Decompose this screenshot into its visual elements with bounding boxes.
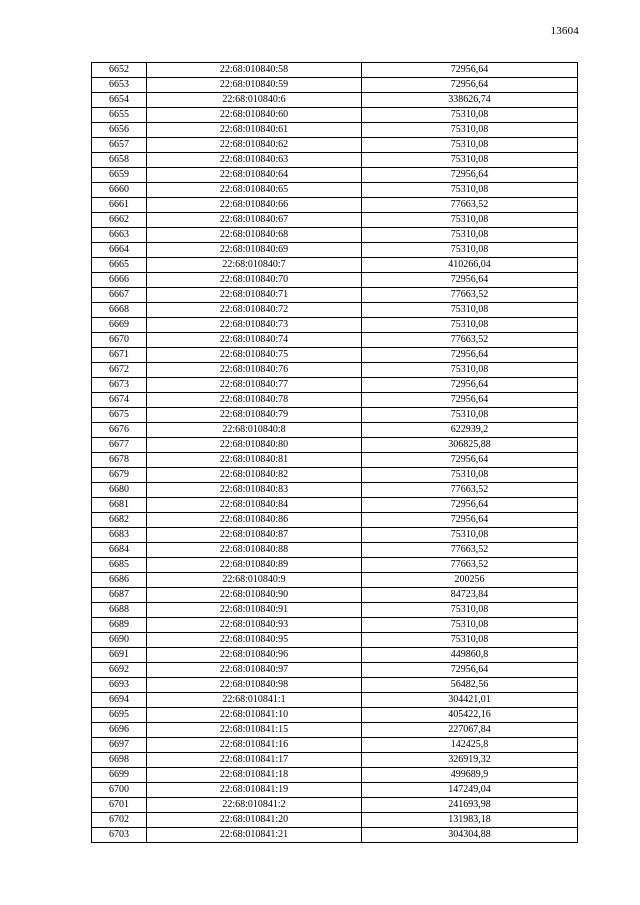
cadastral-value-cell: 75310,08 (362, 618, 578, 633)
cadastral-value-cell: 77663,52 (362, 543, 578, 558)
table-row (92, 483, 578, 498)
cadastral-number-cell: 22:68:010840:81 (147, 453, 362, 468)
cadastral-value-cell: 75310,08 (362, 408, 578, 423)
cadastral-number-cell: 22:68:010840:72 (147, 303, 362, 318)
table-row (92, 108, 578, 123)
table-row (92, 393, 578, 408)
cadastral-value-cell: 75310,08 (362, 363, 578, 378)
cadastral-value-table (91, 62, 578, 843)
row-number-cell: 6691 (92, 648, 147, 663)
table-row (92, 543, 578, 558)
table-row (92, 708, 578, 723)
cadastral-number-cell: 22:68:010841:2 (147, 798, 362, 813)
row-number-cell: 6697 (92, 738, 147, 753)
cadastral-number-cell: 22:68:010840:66 (147, 198, 362, 213)
table-row (92, 528, 578, 543)
cadastral-number-cell: 22:68:010841:19 (147, 783, 362, 798)
cadastral-number-cell: 22:68:010841:18 (147, 768, 362, 783)
table-row (92, 423, 578, 438)
cadastral-value-cell: 75310,08 (362, 468, 578, 483)
row-number-cell: 6695 (92, 708, 147, 723)
table-row (92, 273, 578, 288)
cadastral-value-cell: 56482,56 (362, 678, 578, 693)
table-row (92, 333, 578, 348)
row-number-cell: 6683 (92, 528, 147, 543)
cadastral-value-cell: 75310,08 (362, 183, 578, 198)
cadastral-value-cell: 72956,64 (362, 378, 578, 393)
table-row (92, 753, 578, 768)
cadastral-number-cell: 22:68:010840:6 (147, 93, 362, 108)
cadastral-value-cell: 72956,64 (362, 273, 578, 288)
row-number-cell: 6698 (92, 753, 147, 768)
table-row (92, 573, 578, 588)
cadastral-number-cell: 22:68:010840:63 (147, 153, 362, 168)
row-number-cell: 6680 (92, 483, 147, 498)
row-number-cell: 6675 (92, 408, 147, 423)
cadastral-number-cell: 22:68:010840:78 (147, 393, 362, 408)
row-number-cell: 6702 (92, 813, 147, 828)
row-number-cell: 6679 (92, 468, 147, 483)
cadastral-number-cell: 22:68:010840:82 (147, 468, 362, 483)
cadastral-number-cell: 22:68:010840:89 (147, 558, 362, 573)
cadastral-value-cell: 499689,9 (362, 768, 578, 783)
row-number-cell: 6696 (92, 723, 147, 738)
cadastral-number-cell: 22:68:010840:73 (147, 318, 362, 333)
cadastral-value-cell: 200256 (362, 573, 578, 588)
cadastral-number-cell: 22:68:010840:93 (147, 618, 362, 633)
cadastral-value-cell: 75310,08 (362, 228, 578, 243)
cadastral-number-cell: 22:68:010840:70 (147, 273, 362, 288)
cadastral-value-cell: 304421,01 (362, 693, 578, 708)
cadastral-value-cell: 72956,64 (362, 78, 578, 93)
row-number-cell: 6699 (92, 768, 147, 783)
row-number-cell: 6687 (92, 588, 147, 603)
cadastral-number-cell: 22:68:010840:80 (147, 438, 362, 453)
table-row (92, 678, 578, 693)
row-number-cell: 6684 (92, 543, 147, 558)
row-number-cell: 6669 (92, 318, 147, 333)
row-number-cell: 6666 (92, 273, 147, 288)
cadastral-value-cell: 75310,08 (362, 528, 578, 543)
cadastral-number-cell: 22:68:010840:96 (147, 648, 362, 663)
cadastral-value-cell: 77663,52 (362, 333, 578, 348)
cadastral-number-cell: 22:68:010840:75 (147, 348, 362, 363)
cadastral-number-cell: 22:68:010840:68 (147, 228, 362, 243)
cadastral-value-cell: 326919,32 (362, 753, 578, 768)
row-number-cell: 6688 (92, 603, 147, 618)
cadastral-number-cell: 22:68:010840:9 (147, 573, 362, 588)
cadastral-number-cell: 22:68:010840:69 (147, 243, 362, 258)
cadastral-value-cell: 410266,04 (362, 258, 578, 273)
row-number-cell: 6677 (92, 438, 147, 453)
row-number-cell: 6674 (92, 393, 147, 408)
cadastral-number-cell: 22:68:010840:67 (147, 213, 362, 228)
table-row (92, 303, 578, 318)
cadastral-value-cell: 304304,88 (362, 828, 578, 843)
cadastral-value-cell: 75310,08 (362, 153, 578, 168)
cadastral-number-cell: 22:68:010840:86 (147, 513, 362, 528)
row-number-cell: 6690 (92, 633, 147, 648)
table-row (92, 498, 578, 513)
table-row (92, 288, 578, 303)
row-number-cell: 6663 (92, 228, 147, 243)
cadastral-value-cell: 75310,08 (362, 138, 578, 153)
cadastral-number-cell: 22:68:010840:95 (147, 633, 362, 648)
cadastral-value-cell: 77663,52 (362, 198, 578, 213)
page-number: 13604 (550, 25, 579, 37)
cadastral-value-cell: 77663,52 (362, 558, 578, 573)
table-row (92, 663, 578, 678)
cadastral-value-cell: 72956,64 (362, 513, 578, 528)
cadastral-number-cell: 22:68:010840:8 (147, 423, 362, 438)
row-number-cell: 6657 (92, 138, 147, 153)
table-row (92, 168, 578, 183)
cadastral-value-cell: 147249,04 (362, 783, 578, 798)
cadastral-number-cell: 22:68:010840:60 (147, 108, 362, 123)
cadastral-value-cell: 77663,52 (362, 483, 578, 498)
table-row (92, 738, 578, 753)
table-row (92, 588, 578, 603)
cadastral-number-cell: 22:68:010840:83 (147, 483, 362, 498)
cadastral-value-cell: 75310,08 (362, 318, 578, 333)
cadastral-number-cell: 22:68:010840:7 (147, 258, 362, 273)
row-number-cell: 6656 (92, 123, 147, 138)
table-row (92, 783, 578, 798)
row-number-cell: 6659 (92, 168, 147, 183)
cadastral-number-cell: 22:68:010841:20 (147, 813, 362, 828)
row-number-cell: 6660 (92, 183, 147, 198)
row-number-cell: 6655 (92, 108, 147, 123)
table-body (92, 63, 578, 843)
cadastral-number-cell: 22:68:010840:77 (147, 378, 362, 393)
row-number-cell: 6700 (92, 783, 147, 798)
cadastral-value-cell: 75310,08 (362, 303, 578, 318)
cadastral-value-cell: 241693,98 (362, 798, 578, 813)
table-row (92, 453, 578, 468)
row-number-cell: 6692 (92, 663, 147, 678)
cadastral-number-cell: 22:68:010841:15 (147, 723, 362, 738)
row-number-cell: 6686 (92, 573, 147, 588)
row-number-cell: 6667 (92, 288, 147, 303)
cadastral-value-cell: 622939,2 (362, 423, 578, 438)
cadastral-value-cell: 449860,8 (362, 648, 578, 663)
cadastral-number-cell: 22:68:010840:64 (147, 168, 362, 183)
cadastral-value-cell: 75310,08 (362, 213, 578, 228)
table-row (92, 348, 578, 363)
row-number-cell: 6673 (92, 378, 147, 393)
table-row (92, 213, 578, 228)
row-number-cell: 6658 (92, 153, 147, 168)
cadastral-value-cell: 227067,84 (362, 723, 578, 738)
table-row (92, 138, 578, 153)
cadastral-number-cell: 22:68:010841:21 (147, 828, 362, 843)
row-number-cell: 6703 (92, 828, 147, 843)
table-row (92, 813, 578, 828)
cadastral-number-cell: 22:68:010840:91 (147, 603, 362, 618)
cadastral-value-cell: 72956,64 (362, 348, 578, 363)
cadastral-value-cell: 338626,74 (362, 93, 578, 108)
row-number-cell: 6653 (92, 78, 147, 93)
row-number-cell: 6689 (92, 618, 147, 633)
cadastral-value-cell: 72956,64 (362, 393, 578, 408)
cadastral-value-cell: 72956,64 (362, 63, 578, 78)
cadastral-value-cell: 84723,84 (362, 588, 578, 603)
row-number-cell: 6694 (92, 693, 147, 708)
cadastral-number-cell: 22:68:010840:97 (147, 663, 362, 678)
row-number-cell: 6661 (92, 198, 147, 213)
table-row (92, 63, 578, 78)
cadastral-number-cell: 22:68:010840:88 (147, 543, 362, 558)
cadastral-value-cell: 405422,16 (362, 708, 578, 723)
cadastral-value-cell: 72956,64 (362, 453, 578, 468)
table-row (92, 693, 578, 708)
cadastral-number-cell: 22:68:010840:71 (147, 288, 362, 303)
table-row (92, 378, 578, 393)
table-row (92, 183, 578, 198)
table-row (92, 648, 578, 663)
row-number-cell: 6665 (92, 258, 147, 273)
row-number-cell: 6678 (92, 453, 147, 468)
cadastral-value-cell: 75310,08 (362, 633, 578, 648)
cadastral-number-cell: 22:68:010840:90 (147, 588, 362, 603)
table-row (92, 123, 578, 138)
table-row (92, 243, 578, 258)
table-row (92, 153, 578, 168)
cadastral-number-cell: 22:68:010840:74 (147, 333, 362, 348)
table-row (92, 363, 578, 378)
row-number-cell: 6652 (92, 63, 147, 78)
cadastral-number-cell: 22:68:010840:87 (147, 528, 362, 543)
cadastral-number-cell: 22:68:010840:98 (147, 678, 362, 693)
cadastral-number-cell: 22:68:010841:10 (147, 708, 362, 723)
row-number-cell: 6654 (92, 93, 147, 108)
table-row (92, 558, 578, 573)
cadastral-value-cell: 72956,64 (362, 663, 578, 678)
table-row (92, 198, 578, 213)
table-row (92, 633, 578, 648)
table-row (92, 513, 578, 528)
cadastral-number-cell: 22:68:010840:79 (147, 408, 362, 423)
table-row (92, 618, 578, 633)
table-row (92, 438, 578, 453)
row-number-cell: 6672 (92, 363, 147, 378)
cadastral-value-cell: 131983,18 (362, 813, 578, 828)
cadastral-number-cell: 22:68:010840:61 (147, 123, 362, 138)
row-number-cell: 6671 (92, 348, 147, 363)
row-number-cell: 6662 (92, 213, 147, 228)
table-row (92, 828, 578, 843)
row-number-cell: 6676 (92, 423, 147, 438)
row-number-cell: 6693 (92, 678, 147, 693)
row-number-cell: 6670 (92, 333, 147, 348)
table-row (92, 93, 578, 108)
cadastral-number-cell: 22:68:010840:65 (147, 183, 362, 198)
cadastral-number-cell: 22:68:010840:62 (147, 138, 362, 153)
cadastral-value-cell: 72956,64 (362, 168, 578, 183)
cadastral-number-cell: 22:68:010840:84 (147, 498, 362, 513)
row-number-cell: 6681 (92, 498, 147, 513)
cadastral-number-cell: 22:68:010840:76 (147, 363, 362, 378)
table-row (92, 723, 578, 738)
cadastral-value-cell: 77663,52 (362, 288, 578, 303)
row-number-cell: 6685 (92, 558, 147, 573)
table-row (92, 78, 578, 93)
table-row (92, 603, 578, 618)
row-number-cell: 6664 (92, 243, 147, 258)
table-row (92, 468, 578, 483)
cadastral-number-cell: 22:68:010840:59 (147, 78, 362, 93)
cadastral-number-cell: 22:68:010841:1 (147, 693, 362, 708)
table-row (92, 228, 578, 243)
table-row (92, 768, 578, 783)
table-row (92, 798, 578, 813)
cadastral-value-cell: 75310,08 (362, 603, 578, 618)
cadastral-value-cell: 306825,88 (362, 438, 578, 453)
table-row (92, 258, 578, 273)
cadastral-value-cell: 72956,64 (362, 498, 578, 513)
cadastral-value-cell: 75310,08 (362, 123, 578, 138)
cadastral-value-cell: 75310,08 (362, 243, 578, 258)
row-number-cell: 6668 (92, 303, 147, 318)
cadastral-number-cell: 22:68:010840:58 (147, 63, 362, 78)
row-number-cell: 6701 (92, 798, 147, 813)
cadastral-value-cell: 142425,8 (362, 738, 578, 753)
table-row (92, 408, 578, 423)
cadastral-number-cell: 22:68:010841:17 (147, 753, 362, 768)
row-number-cell: 6682 (92, 513, 147, 528)
table-row (92, 318, 578, 333)
cadastral-number-cell: 22:68:010841:16 (147, 738, 362, 753)
cadastral-value-cell: 75310,08 (362, 108, 578, 123)
